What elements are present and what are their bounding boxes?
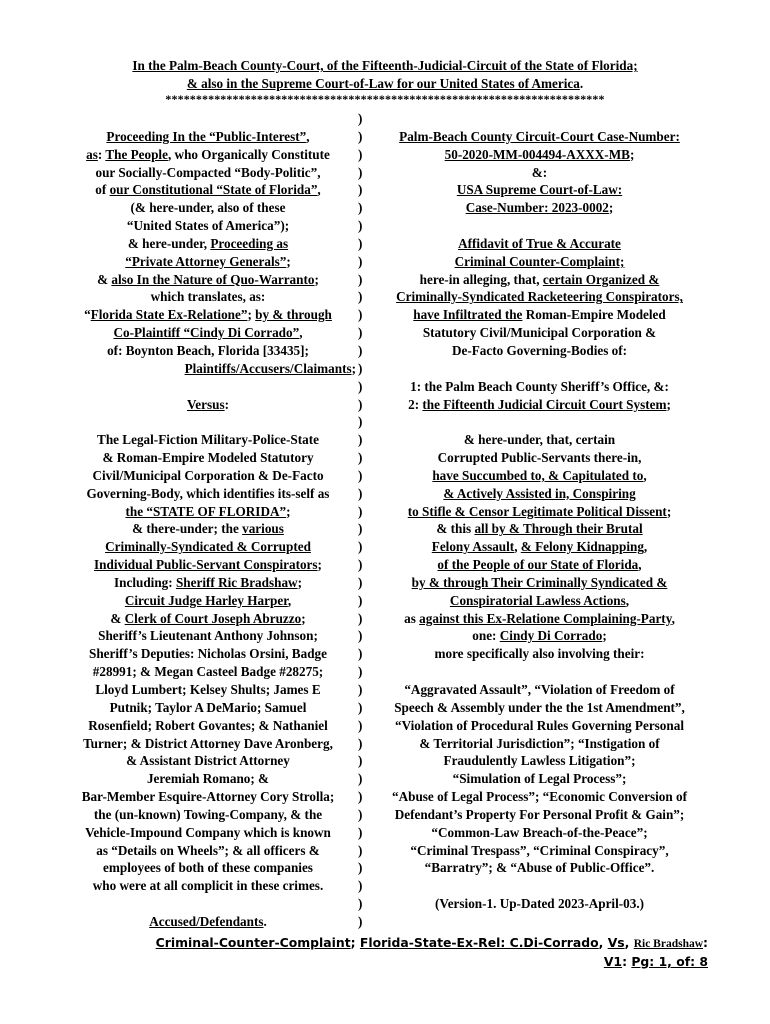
- party-text: , who Organically Constitute: [167, 146, 330, 162]
- party-text: as: [86, 146, 98, 162]
- party-text: Including:: [114, 574, 176, 590]
- caption-parenthesis: ): [358, 396, 363, 412]
- case-line: [372, 503, 707, 521]
- party-line: [60, 895, 356, 913]
- case-text: Defendant’s Property For Personal Profit & Gain”;: [394, 806, 685, 822]
- caption-parenthesis: ): [358, 574, 363, 590]
- party-text: Proceeding as: [210, 235, 289, 251]
- party-text: “United States of America”);: [126, 218, 290, 234]
- caption-parenthesis: ): [358, 789, 363, 805]
- party-text: Florida State Ex-Relatione”: [90, 307, 248, 323]
- case-text: & Felony Kidnapping: [520, 539, 644, 555]
- party-text: Rosenfield; Robert Govantes; & Nathaniel: [88, 717, 328, 733]
- caption-parenthesis: ): [358, 646, 363, 662]
- case-text: De-Facto Governing-Bodies of:: [451, 342, 628, 358]
- caption-parenthesis: ): [358, 325, 363, 341]
- case-line: [372, 895, 707, 913]
- case-line: [372, 449, 707, 467]
- party-text: ;: [314, 271, 319, 287]
- party-line: [60, 770, 356, 788]
- case-text: ;: [666, 396, 671, 412]
- caption-parenthesis: ): [358, 218, 363, 234]
- case-line: [372, 859, 707, 877]
- party-text: :: [224, 396, 230, 412]
- case-text: & Actively Assisted in, Conspiring: [443, 485, 636, 501]
- caption-case-column: [372, 110, 707, 931]
- document-header: [60, 57, 710, 92]
- case-line: [372, 556, 707, 574]
- party-text: by & through: [255, 307, 332, 323]
- party-line: [60, 413, 356, 431]
- party-text: as “Details on Wheels”; & all officers &: [96, 842, 320, 858]
- caption-parenthesis: ): [358, 592, 363, 608]
- party-text: ,: [317, 182, 321, 198]
- party-text: Proceeding In the “Public-Interest”: [106, 128, 307, 144]
- caption-parenthesis: ): [358, 628, 363, 644]
- party-line: [60, 360, 356, 378]
- case-text: “Barratry”; & “Abuse of Public-Office”.: [424, 860, 655, 876]
- party-text: ,: [287, 592, 292, 608]
- party-line: [60, 110, 356, 128]
- case-line: [372, 467, 707, 485]
- caption-parenthesis: ): [358, 557, 363, 573]
- case-line: [372, 806, 707, 824]
- case-line: [372, 699, 707, 717]
- footer-relation: Florida-State-Ex-Rel: C.Di-Corrado: [359, 935, 599, 950]
- party-text: #28991; & Megan Casteel Badge #28275;: [92, 664, 324, 680]
- case-text: Affidavit of True & Accurate: [458, 235, 621, 251]
- case-text: as: [404, 610, 420, 626]
- party-text: Criminally-Syndicated & Corrupted: [105, 539, 311, 555]
- party-text: ;: [297, 574, 302, 590]
- party-line: [60, 717, 356, 735]
- party-line: [60, 396, 356, 414]
- case-text: Felony Assault: [431, 539, 515, 555]
- case-line: [372, 431, 707, 449]
- case-text: more specifically also involving their:: [434, 646, 645, 662]
- caption-parenthesis: ): [358, 432, 363, 448]
- caption-parenthesis: ): [358, 503, 363, 519]
- footer-version: V1: [603, 954, 623, 969]
- case-line: [372, 271, 707, 289]
- case-text: of the People of our State of Florida: [437, 557, 639, 573]
- party-line: [60, 806, 356, 824]
- case-line: [372, 485, 707, 503]
- party-line: [60, 146, 356, 164]
- caption-parenthesis: ): [358, 824, 363, 840]
- party-line: [60, 288, 356, 306]
- case-line: [372, 253, 707, 271]
- case-line: [372, 324, 707, 342]
- party-line: [60, 253, 356, 271]
- case-line: [372, 378, 707, 396]
- party-line: [60, 574, 356, 592]
- party-line: [60, 556, 356, 574]
- party-line: [60, 681, 356, 699]
- caption-parenthesis: ): [358, 913, 363, 929]
- case-line: [372, 520, 707, 538]
- caption-parenthesis: ): [358, 414, 363, 430]
- case-text: ,: [514, 539, 521, 555]
- party-text: ;: [317, 557, 322, 573]
- case-text: (Version-1. Up-Dated 2023-April-03.): [434, 896, 645, 912]
- party-line: [60, 467, 356, 485]
- case-text: ,: [643, 467, 647, 483]
- case-text: “Criminal Trespass”, “Criminal Conspiracy”,: [410, 842, 669, 858]
- party-text: ;: [351, 360, 356, 376]
- footer-sep: :: [703, 935, 708, 950]
- case-text: “Violation of Procedural Rules Governing Personal: [394, 717, 684, 733]
- caption-parenthesis: ): [358, 164, 363, 180]
- party-text: ;: [286, 253, 291, 269]
- party-line: [60, 235, 356, 253]
- party-text: Clerk of Court Joseph Abruzzo: [124, 610, 302, 626]
- case-text: Palm-Beach County Circuit-Court Case-Number:: [399, 128, 680, 144]
- court-title-line-2-end: .: [579, 75, 584, 91]
- party-line: [60, 520, 356, 538]
- party-text: Bar-Member Esquire-Attorney Cory Strolla;: [81, 789, 335, 805]
- case-text: ;: [629, 146, 635, 162]
- page-footer: [60, 934, 708, 970]
- party-text: “Private Attorney Generals”: [125, 253, 287, 269]
- party-text: ;: [286, 503, 291, 519]
- party-text: also In the Nature of Quo-Warranto: [111, 271, 315, 287]
- party-line: [60, 627, 356, 645]
- case-line: [372, 663, 707, 681]
- case-text: & Territorial Jurisdiction”; “Instigation of: [419, 735, 660, 751]
- case-line: [372, 842, 707, 860]
- caption-parenthesis: ): [358, 467, 363, 483]
- party-text: various: [242, 521, 284, 537]
- case-line: [372, 681, 707, 699]
- party-line: [60, 877, 356, 895]
- caption-parenthesis: ): [358, 771, 363, 787]
- caption-parenthesis: ): [358, 485, 363, 501]
- party-text: the “STATE OF FLORIDA”: [125, 503, 287, 519]
- case-line: [372, 752, 707, 770]
- party-text: ;: [301, 610, 306, 626]
- case-text: Fraudulently Lawless Litigation”;: [443, 753, 636, 769]
- footer-sep: ,: [624, 935, 634, 950]
- party-text: ;: [247, 307, 256, 323]
- footer-page-number: Pg: 1, of: 8: [631, 954, 708, 969]
- party-line: [60, 752, 356, 770]
- case-line: [372, 217, 707, 235]
- case-text: ,: [625, 592, 630, 608]
- case-line: [372, 913, 707, 931]
- party-text: Plaintiffs/Accusers/Claimants: [184, 360, 352, 376]
- case-text: ,: [671, 610, 675, 626]
- case-text: “Simulation of Legal Process”;: [452, 771, 627, 787]
- caption-parenthesis: ): [358, 753, 363, 769]
- case-line: [372, 360, 707, 378]
- case-line: [372, 717, 707, 735]
- caption-parenthesis: ): [358, 111, 363, 126]
- party-line: [60, 306, 356, 324]
- party-text: ,: [306, 128, 310, 144]
- caption-parenthesis: ): [358, 860, 363, 876]
- party-text: Sheriff Ric Bradshaw: [175, 574, 298, 590]
- party-text: Versus: [186, 396, 225, 412]
- case-line: [372, 592, 707, 610]
- footer-sep: ,: [598, 935, 608, 950]
- caption-parenthesis: ): [358, 682, 363, 697]
- case-line: [372, 396, 707, 414]
- case-text: the Fifteenth Judicial Circuit Court System: [422, 396, 667, 412]
- party-line: [60, 324, 356, 342]
- party-line: [60, 913, 356, 931]
- party-line: [60, 503, 356, 521]
- case-text: ;: [602, 628, 607, 644]
- party-line: [60, 788, 356, 806]
- party-line: [60, 538, 356, 556]
- party-text: &: [110, 610, 125, 626]
- case-text: have Infiltrated the: [413, 307, 523, 323]
- caption-parenthesis: ): [358, 200, 363, 216]
- case-text: have Succumbed to, & Capitulated to: [432, 467, 644, 483]
- party-text: Civil/Municipal Corporation & De-Facto: [92, 467, 324, 483]
- case-text: ;: [608, 200, 614, 216]
- party-text: .: [263, 913, 267, 929]
- party-text: Jeremiah Romano; &: [146, 771, 270, 787]
- party-line: [60, 342, 356, 360]
- party-line: [60, 699, 356, 717]
- caption-parenthesis-column: [358, 110, 370, 931]
- party-line: [60, 824, 356, 842]
- case-line: [372, 538, 707, 556]
- caption-parenthesis: ): [358, 450, 363, 466]
- case-text: & here-under, that, certain: [463, 432, 616, 448]
- case-text: by & through Their Criminally Syndicated &: [411, 574, 668, 590]
- party-text: Vehicle-Impound Company which is known: [85, 824, 331, 840]
- party-text: The People: [105, 146, 168, 162]
- case-text: &:: [531, 164, 548, 180]
- case-text: Conspiratorial Lawless Actions: [449, 592, 626, 608]
- caption-parenthesis: ): [358, 342, 363, 358]
- case-text: here-in alleging, that,: [419, 271, 543, 287]
- caption-parenthesis: ): [358, 307, 363, 323]
- party-line: [60, 378, 356, 396]
- party-line: [60, 431, 356, 449]
- caption-parenthesis: ): [358, 806, 363, 822]
- caption-parties-column: [60, 110, 356, 931]
- caption-parenthesis: ): [358, 878, 363, 894]
- case-line: [372, 770, 707, 788]
- party-text: Individual Public-Servant Conspirators: [94, 557, 318, 573]
- caption-parenthesis: ): [358, 146, 363, 162]
- case-text: one:: [472, 628, 500, 644]
- party-text: & there-under; the: [132, 521, 243, 537]
- case-text: certain Organized &: [542, 271, 660, 287]
- party-line: [60, 735, 356, 753]
- party-text: Co-Plaintiff “Cindy Di Corrado”: [113, 325, 300, 341]
- party-line: [60, 164, 356, 182]
- party-text: Circuit Judge Harley Harper: [124, 592, 288, 608]
- case-line: [372, 164, 707, 182]
- party-text: our Constitutional “State of Florida”: [109, 182, 318, 198]
- case-text: ;: [666, 503, 672, 519]
- party-text: & Roman-Empire Modeled Statutory: [102, 450, 314, 466]
- party-line: [60, 645, 356, 663]
- case-text: Criminally-Syndicated Racketeering Conspirators,: [396, 289, 683, 305]
- case-line: [372, 413, 707, 431]
- party-text: Sheriff’s Deputies: Nicholas Orsini, Badge: [89, 646, 327, 662]
- caption-parenthesis: ): [358, 360, 363, 376]
- party-text: (& here-under, also of these: [130, 200, 286, 216]
- party-text: :: [97, 146, 106, 162]
- party-text: Governing-Body, which identifies its-self as: [86, 485, 330, 501]
- party-text: ,: [299, 325, 303, 341]
- case-line: [372, 128, 707, 146]
- caption-parenthesis: ): [358, 664, 363, 680]
- party-line: [60, 128, 356, 146]
- case-text: ,: [638, 557, 642, 573]
- case-line: [372, 610, 707, 628]
- case-text: “Aggravated Assault”, “Violation of Freedom of: [404, 682, 675, 697]
- case-text: USA Supreme Court-of-Law:: [456, 182, 623, 198]
- party-text: the (un-known) Towing-Company, & the: [93, 806, 323, 822]
- case-text: “Common-Law Breach-of-the-Peace”;: [431, 824, 648, 840]
- party-text: of: Boynton Beach, Florida [33435];: [107, 342, 309, 358]
- case-text: Corrupted Public-Servants there-in,: [437, 450, 642, 466]
- footer-sep: :: [622, 954, 632, 969]
- caption-parenthesis: ): [358, 182, 363, 198]
- party-line: [60, 485, 356, 503]
- party-line: [60, 842, 356, 860]
- party-text: The Legal-Fiction Military-Police-State: [97, 432, 319, 448]
- party-text: Putnik; Taylor A DeMario; Samuel: [109, 699, 307, 715]
- party-line: [60, 859, 356, 877]
- party-text: & Assistant District Attorney: [126, 753, 290, 769]
- party-text: Sheriff’s Lieutenant Anthony Johnson;: [98, 628, 318, 644]
- case-line: [372, 877, 707, 895]
- case-line: [372, 824, 707, 842]
- party-text: & here-under,: [127, 235, 211, 251]
- party-line: [60, 199, 356, 217]
- party-text: who were at all complicit in these crimes.: [92, 878, 324, 894]
- party-line: [60, 271, 356, 289]
- case-text: ,: [643, 539, 648, 555]
- case-line: [372, 645, 707, 663]
- case-line: [372, 735, 707, 753]
- party-text: Accused/Defendants: [149, 913, 264, 929]
- party-line: [60, 449, 356, 467]
- case-line: [372, 146, 707, 164]
- party-text: our Socially-Compacted “Body-Politic”,: [95, 164, 321, 180]
- court-title-line-2: & also in the Supreme Court-of-Law for our United States of America: [186, 75, 580, 91]
- case-line: [372, 288, 707, 306]
- party-text: of: [95, 182, 110, 198]
- asterisk-divider: ************************************************************************: [165, 92, 605, 106]
- footer-defendant: Ric Bradshaw: [633, 938, 704, 950]
- case-line: [372, 199, 707, 217]
- caption-parenthesis: ): [358, 539, 363, 555]
- case-text: 1: the Palm Beach County Sheriff’s Office, &:: [410, 378, 669, 394]
- case-text: against this Ex-Relatione Complaining-Party: [419, 610, 672, 626]
- party-text: which translates, as:: [150, 289, 266, 305]
- case-text: Cindy Di Corrado: [499, 628, 603, 644]
- caption-parenthesis: ): [358, 253, 363, 269]
- caption-parenthesis: ): [358, 289, 363, 305]
- party-line: [60, 181, 356, 199]
- party-text: &: [97, 271, 112, 287]
- case-text: Statutory Civil/Municipal Corporation &: [422, 325, 657, 341]
- case-line: [372, 574, 707, 592]
- caption-parenthesis: ): [358, 378, 363, 394]
- caption-parenthesis: ): [358, 610, 363, 626]
- footer-title: Criminal-Counter-Complaint: [155, 935, 351, 950]
- caption-parenthesis: ): [358, 735, 363, 751]
- party-line: [60, 217, 356, 235]
- case-text: to Stifle & Censor Legitimate Political Dissent: [407, 503, 667, 519]
- case-text: & this: [436, 521, 475, 537]
- case-text: all by & Through their Brutal: [474, 521, 643, 537]
- case-text: 2:: [408, 396, 423, 412]
- court-title-line-1: In the Palm-Beach County-Court, of the Fifteenth-Judicial-Circuit of the State of Florida;: [132, 58, 638, 73]
- caption-parenthesis: ): [358, 235, 363, 251]
- case-line: [372, 306, 707, 324]
- party-text: Lloyd Lumbert; Kelsey Shults; James E: [95, 682, 321, 697]
- case-line: [372, 181, 707, 199]
- case-line: [372, 342, 707, 360]
- party-text: “: [84, 307, 91, 323]
- footer-versus: Vs: [607, 935, 625, 950]
- party-line: [60, 592, 356, 610]
- party-line: [60, 663, 356, 681]
- case-line: [372, 110, 707, 128]
- caption-parenthesis: ): [358, 128, 363, 144]
- caption-parenthesis: ): [358, 896, 363, 912]
- case-text: Criminal Counter-Complaint;: [454, 253, 625, 269]
- case-text: Roman-Empire Modeled: [522, 307, 666, 323]
- case-text: 50-2020-MM-004494-AXXX-MB: [444, 146, 630, 162]
- case-line: [372, 788, 707, 806]
- case-text: Speech & Assembly under the the 1st Amendment”,: [394, 699, 685, 715]
- party-text: Turner; & District Attorney Dave Aronberg,: [83, 735, 333, 751]
- case-line: [372, 235, 707, 253]
- case-text: Case-Number: 2023-0002: [465, 200, 609, 216]
- caption-parenthesis: ): [358, 521, 363, 537]
- caption-parenthesis: ): [358, 717, 363, 733]
- footer-sep: ;: [350, 935, 360, 950]
- caption-parenthesis: ): [358, 699, 363, 715]
- case-line: [372, 627, 707, 645]
- party-text: employees of both of these companies: [103, 860, 313, 876]
- caption-parenthesis: ): [358, 271, 363, 287]
- party-line: [60, 610, 356, 628]
- caption-parenthesis: ): [358, 842, 363, 858]
- case-text: “Abuse of Legal Process”; “Economic Conversion of: [392, 789, 687, 805]
